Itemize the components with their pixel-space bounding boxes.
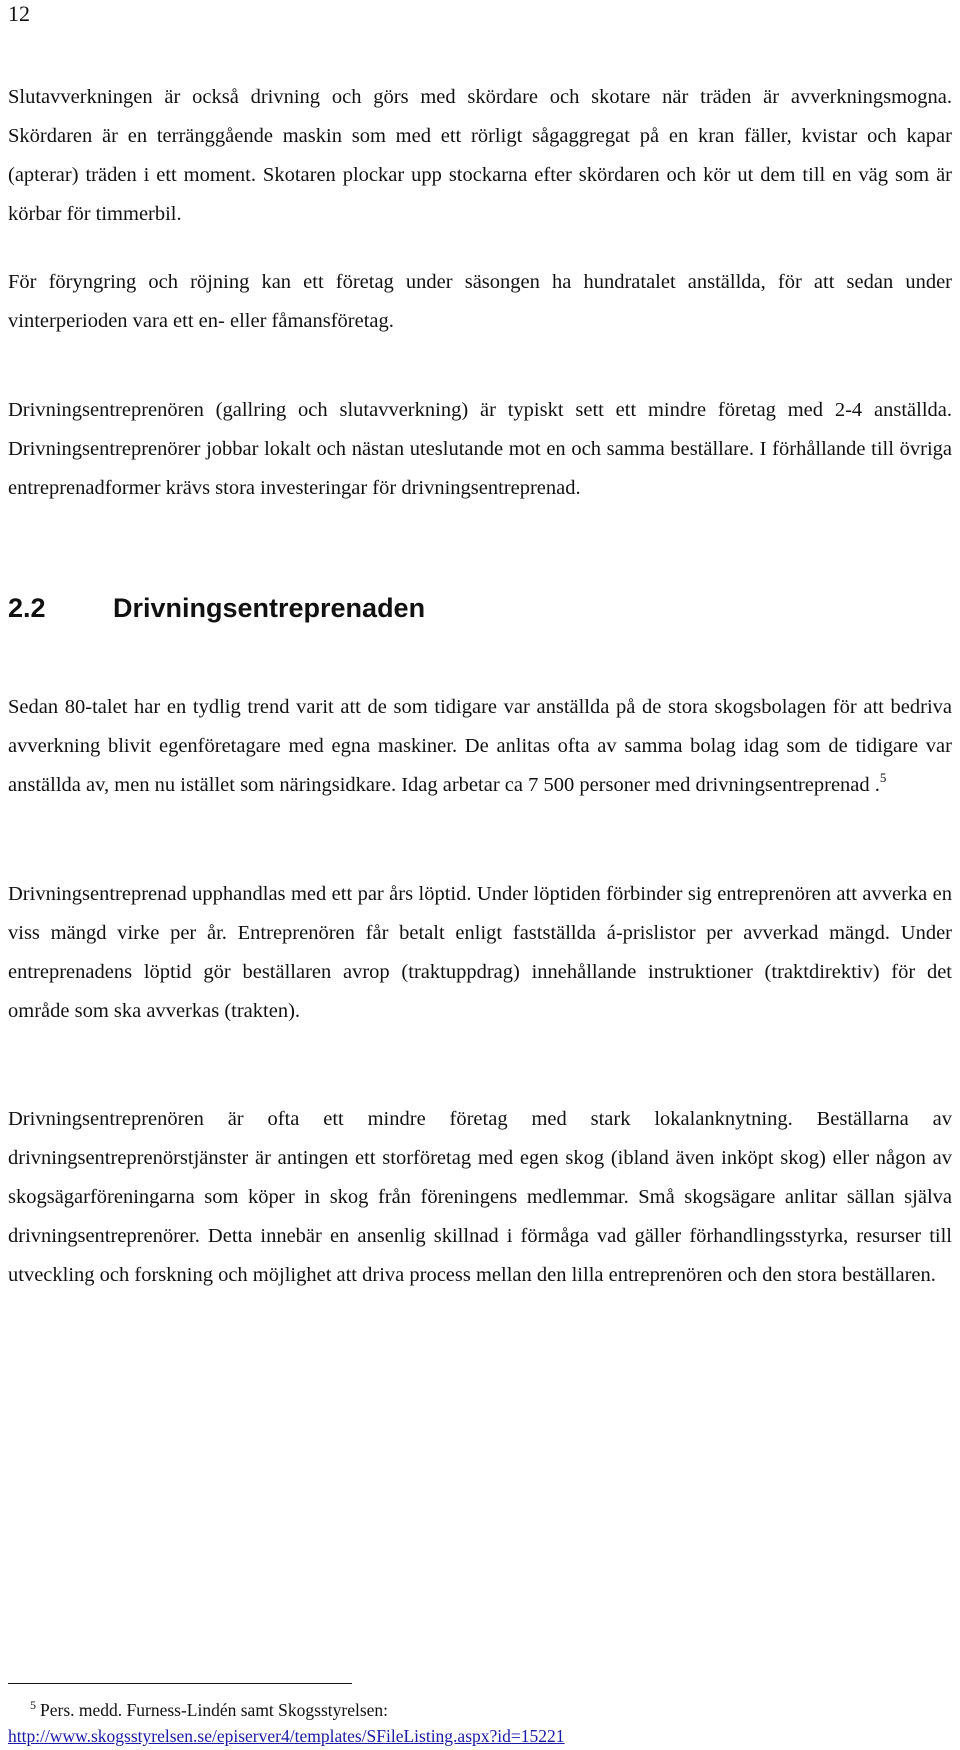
paragraph-lokalanknytning: Drivningsentreprenören är ofta ett mindre företag med stark lokalanknytning. Beställarna av drivningsentreprenörstjänster är antingen ett storföretag med egen skog (ibland även inköpt skog) eller någon av skogsägarföreningarna som köper in skog från föreningens medlemmar. Små skogsägare anlitar sällan själva drivningsentreprenörer. Detta innebär en ansenlig skillnad i förmåga vad gäller förhandlingsstyrka, resurser till utveckling och forskning och möjlighet att driva process mellan den lilla entreprenören och den stora beställaren. bbox=[8, 1108, 952, 1286]
paragraph-80-talet-text: Sedan 80-talet har en tydlig trend varit att de som tidigare var anställda på de stora skogsbolagen för att bedriva avverkning blivit egenföretagare med egna maskiner. De anlitas ofta av samma bolag idag som de tidigare var anställda av, men nu istället som näringsidkare. Idag arbetar ca 7 500 personer med drivningsentreprenad . bbox=[8, 696, 952, 796]
paragraph-80-talet bbox=[8, 688, 952, 805]
footnote-divider bbox=[8, 1683, 352, 1684]
footnote-marker: 5 bbox=[30, 1698, 36, 1712]
paragraph-upphandling: Drivningsentreprenad upphandlas med ett par års löptid. Under löptiden förbinder sig entreprenören att avverka en viss mängd virke per år. Entreprenören får betalt enligt fastställda á-prislistor per avverkad mängd. Under entreprenadens löptid gör beställaren avrop (traktuppdrag) innehållande instruktioner (traktdirektiv) för det område som ska avverkas (trakten). bbox=[8, 883, 952, 1022]
paragraph-foryngring: För föryngring och röjning kan ett företag under säsongen ha hundratalet anställda, för att sedan under vinterperioden vara ett en- eller fåmansföretag. bbox=[8, 271, 952, 332]
section-heading bbox=[8, 590, 425, 626]
footnote-link[interactable]: http://www.skogsstyrelsen.se/episerver4/templates/SFileListing.aspx?id=15221 bbox=[8, 1726, 565, 1746]
paragraph-drivningsentreprenoren: Drivningsentreprenören (gallring och slutavverkning) är typiskt sett ett mindre företag med 2-4 anställda. Drivningsentreprenörer jobbar lokalt och nästan uteslutande mot en och samma beställare. I förhållande till övriga entreprenadformer krävs stora investeringar för drivningsentreprenad. bbox=[8, 399, 952, 499]
footnote bbox=[8, 1697, 952, 1749]
footnote-line bbox=[8, 1697, 952, 1723]
footnote-reference[interactable]: 5 bbox=[879, 770, 887, 785]
footnote-link-line bbox=[8, 1723, 952, 1749]
footnote-text: Pers. medd. Furness-Lindén samt Skogsstyrelsen: bbox=[40, 1700, 389, 1720]
section-title: Drivningsentreprenaden bbox=[113, 593, 426, 623]
page-number: 12 bbox=[8, 1, 30, 26]
paragraph-slutavverkning: Slutavverkningen är också drivning och görs med skördare och skotare när träden är avverkningsmogna. Skördaren är en terränggående maskin som med ett rörligt sågaggregat på en kran fäller, kvistar och kapar (apterar) träden i ett moment. Skotaren plockar upp stockarna efter skördaren och kör ut dem till en väg som är körbar för timmerbil. bbox=[8, 86, 952, 225]
section-number: 2.2 bbox=[8, 593, 46, 623]
